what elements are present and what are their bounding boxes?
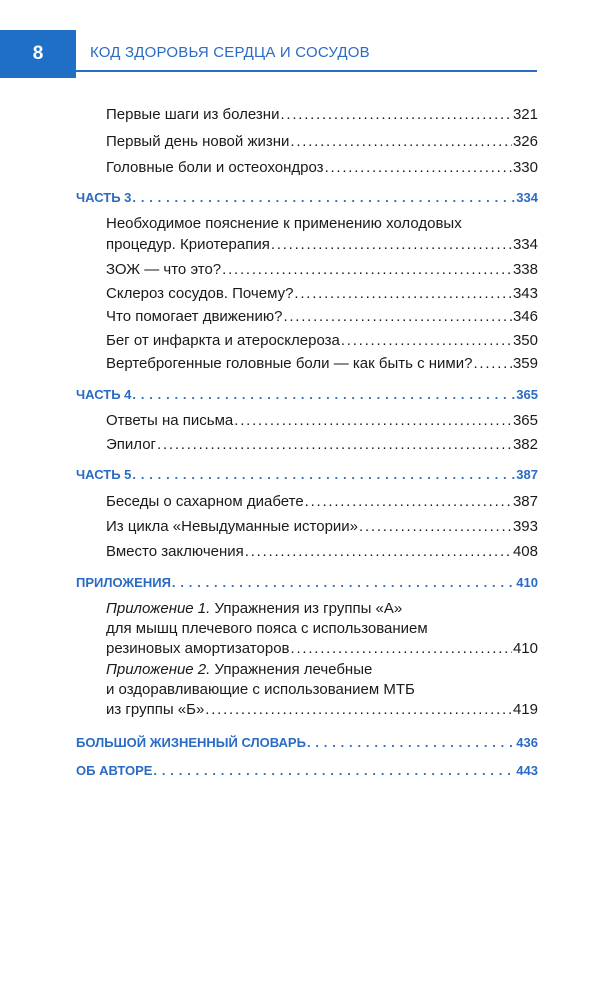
leader-dots [359, 518, 512, 535]
toc-entry-title: резиновых амортизаторов [106, 640, 290, 657]
toc-part-title: БОЛЬШОЙ ЖИЗНЕННЫЙ СЛОВАРЬ [76, 735, 306, 750]
toc-part-title: ЧАСТЬ 4 [76, 387, 132, 402]
toc-part-page: 410 [516, 575, 538, 590]
leader-dots [305, 493, 512, 510]
appendix-title-part: Упражнения лечебные [210, 661, 373, 678]
toc-entry-page: 419 [512, 701, 538, 718]
toc-part[interactable] [76, 387, 538, 402]
toc-part-page: 436 [516, 735, 538, 750]
toc-entry-page: 408 [512, 543, 538, 560]
toc-entry[interactable] [106, 285, 538, 302]
toc-entry-title: из группы «Б» [106, 701, 205, 718]
toc-entry-title: Эпилог [106, 436, 157, 453]
toc-part-title: ОБ АВТОРЕ [76, 763, 153, 778]
toc-entry-page: 365 [512, 412, 538, 429]
appendix-title-part: Упражнения из группы «А» [210, 600, 403, 617]
toc-entry[interactable] [106, 543, 538, 560]
toc-entry[interactable] [106, 308, 538, 325]
toc-entry-page: 343 [512, 285, 538, 302]
toc-entry-title: Головные боли и остеохондроз [106, 159, 324, 176]
leader-dots [290, 133, 512, 150]
toc-entry-line: и оздоравливающие с использованием МТБ [106, 681, 415, 698]
toc-entry[interactable] [106, 493, 538, 510]
toc-part-title: ПРИЛОЖЕНИЯ [76, 575, 171, 590]
toc-entry-title: Вертеброгенные головные боли — как быть с ними? [106, 355, 473, 372]
leader-dots [132, 387, 515, 402]
toc-entry-page: 393 [512, 518, 538, 535]
toc-entry-page: 410 [512, 640, 538, 657]
leader-dots [325, 159, 512, 176]
leader-dots [234, 412, 512, 429]
toc-entry-page: 330 [512, 159, 538, 176]
toc-entry[interactable] [106, 412, 538, 429]
toc-part-page: 365 [516, 387, 538, 402]
toc-entry-line: Необходимое пояснение к применению холодовых [106, 215, 462, 232]
toc-entry-line: для мышц плечевого пояса с использованием [106, 620, 428, 637]
toc-entry-page: 382 [512, 436, 538, 453]
leader-dots [473, 355, 512, 372]
toc-entry-page: 346 [512, 308, 538, 325]
toc-entry[interactable] [106, 518, 538, 535]
leader-dots [132, 467, 515, 482]
leader-dots [341, 332, 512, 349]
toc-entry[interactable] [106, 159, 538, 176]
leader-dots [294, 285, 512, 302]
running-title: КОД ЗДОРОВЬЯ СЕРДЦА И СОСУДОВ [90, 44, 370, 61]
toc-entry-title: Что помогает движению? [106, 308, 283, 325]
toc-entry[interactable] [106, 133, 538, 150]
toc-part[interactable] [76, 467, 538, 482]
toc-entry-page: 338 [512, 261, 538, 278]
leader-dots [132, 190, 515, 205]
leader-dots [271, 236, 512, 253]
leader-dots [291, 640, 512, 657]
toc-entry-title: Бег от инфаркта и атеросклероза [106, 332, 340, 349]
toc-entry[interactable] [106, 236, 538, 253]
toc-part-page: 334 [516, 190, 538, 205]
toc-entry-line [106, 600, 402, 617]
page-number: 8 [0, 30, 76, 78]
toc-entry[interactable] [106, 436, 538, 453]
toc-entry[interactable] [106, 701, 538, 718]
toc-entry-page: 334 [512, 236, 538, 253]
toc-entry-page: 359 [512, 355, 538, 372]
toc-entry-title: Склероз сосудов. Почему? [106, 285, 294, 302]
page-header [0, 30, 604, 78]
leader-dots [283, 308, 512, 325]
toc-entry-title: Первый день новой жизни [106, 133, 290, 150]
toc-part[interactable] [76, 735, 538, 750]
toc-entry-title: Беседы о сахарном диабете [106, 493, 304, 510]
toc-entry-title: процедур. Криотерапия [106, 236, 270, 253]
leader-dots [307, 735, 515, 750]
leader-dots [280, 106, 512, 123]
toc-entry[interactable] [106, 332, 538, 349]
toc-entry[interactable] [106, 640, 538, 657]
toc-entry-page: 321 [512, 106, 538, 123]
toc-part-title: ЧАСТЬ 3 [76, 190, 132, 205]
leader-dots [172, 575, 515, 590]
toc-entry-title: Из цикла «Невыдуманные истории» [106, 518, 359, 535]
appendix-label: Приложение 1. [106, 600, 211, 617]
toc-entry[interactable] [106, 355, 538, 372]
toc-entry-line [106, 661, 372, 678]
toc-entry[interactable] [106, 261, 538, 278]
toc-part[interactable] [76, 575, 538, 590]
toc-entry-title: Вместо заключения [106, 543, 244, 560]
toc-entry-title: Первые шаги из болезни [106, 106, 280, 123]
toc-part-page: 443 [516, 763, 538, 778]
toc-entry-title: Ответы на письма [106, 412, 234, 429]
leader-dots [205, 701, 512, 718]
toc-part-page: 387 [516, 467, 538, 482]
appendix-label: Приложение 2. [106, 661, 211, 678]
leader-dots [157, 436, 512, 453]
toc-part[interactable] [76, 190, 538, 205]
toc-part-title: ЧАСТЬ 5 [76, 467, 132, 482]
toc-entry-title: ЗОЖ — что это? [106, 261, 222, 278]
leader-dots [245, 543, 512, 560]
header-rule [76, 70, 537, 72]
leader-dots [222, 261, 512, 278]
toc-entry-page: 387 [512, 493, 538, 510]
toc-part[interactable] [76, 763, 538, 778]
toc-entry-page: 350 [512, 332, 538, 349]
toc-entry[interactable] [106, 106, 538, 123]
toc-entry-page: 326 [512, 133, 538, 150]
leader-dots [153, 763, 515, 778]
